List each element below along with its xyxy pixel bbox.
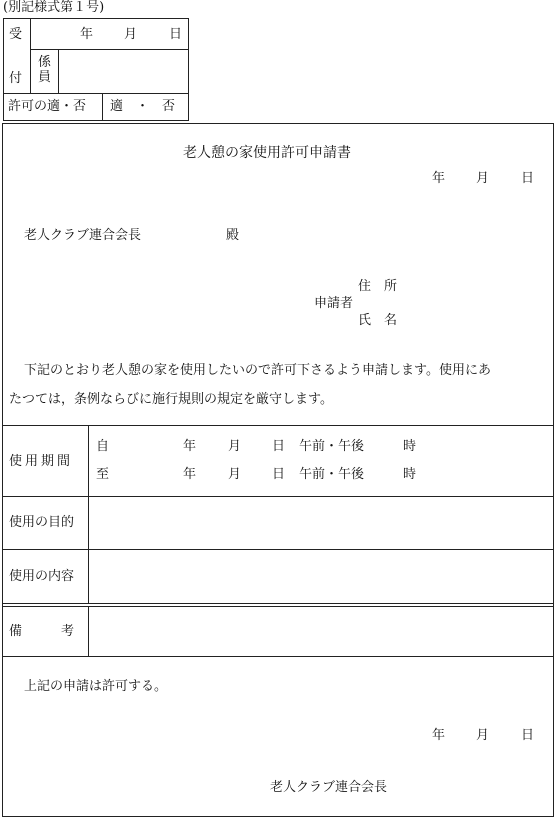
period-from-ampm: 午前・午後	[299, 439, 365, 454]
period-from-day: 日	[272, 439, 286, 454]
form-title: 老人憩の家使用許可申請書	[183, 145, 351, 161]
address-label: 住 所	[358, 279, 398, 294]
receipt-tsuke-label: 付	[9, 71, 23, 86]
period-to-day: 日	[272, 467, 286, 482]
approval-status-options: 適 ・ 否	[110, 99, 176, 114]
clerk-label-bottom: 員	[38, 70, 52, 85]
usage-purpose-label: 使用の目的	[9, 515, 75, 530]
application-date-year: 年	[432, 171, 446, 186]
addressee: 老人クラブ連合会長	[24, 228, 142, 243]
period-to-hour: 時	[403, 467, 417, 482]
period-to-label: 至	[96, 467, 110, 482]
approval-date-day: 日	[521, 728, 535, 743]
receipt-uke-label: 受	[9, 27, 23, 42]
period-to-ampm: 午前・午後	[299, 467, 365, 482]
remarks-label: 備 考	[9, 624, 75, 639]
receipt-date-month: 月	[124, 27, 138, 42]
clerk-label-top: 係	[38, 55, 52, 70]
period-to-month: 月	[228, 467, 242, 482]
receipt-date-day: 日	[169, 27, 183, 42]
form-number-label: (別記様式第１号)	[3, 0, 105, 15]
period-from-month: 月	[228, 439, 242, 454]
period-from-label: 自	[96, 439, 110, 454]
period-from-hour: 時	[403, 439, 417, 454]
application-date-month: 月	[476, 171, 490, 186]
application-date-day: 日	[521, 171, 535, 186]
name-label: 氏 名	[358, 313, 398, 328]
approval-status-label: 許可の適・否	[8, 99, 87, 114]
approval-signer: 老人クラブ連合会長	[270, 780, 388, 795]
approval-date-month: 月	[476, 728, 490, 743]
approval-date-year: 年	[432, 728, 446, 743]
request-text-line2: たつては，条例ならびに施行規則の規定を厳守します。	[9, 392, 333, 407]
request-text-line1: 下記のとおり老人憩の家を使用したいので許可下さるよう申請します。使用にあ	[24, 363, 491, 378]
receipt-date-year: 年	[80, 27, 94, 42]
approval-statement: 上記の申請は許可する。	[24, 679, 168, 694]
period-from-year: 年	[183, 439, 197, 454]
period-to-year: 年	[183, 467, 197, 482]
usage-period-label: 使用期間	[9, 454, 74, 469]
applicant-label: 申請者	[314, 296, 354, 311]
addressee-honorific: 殿	[226, 228, 240, 243]
usage-content-label: 使用の内容	[9, 569, 75, 584]
